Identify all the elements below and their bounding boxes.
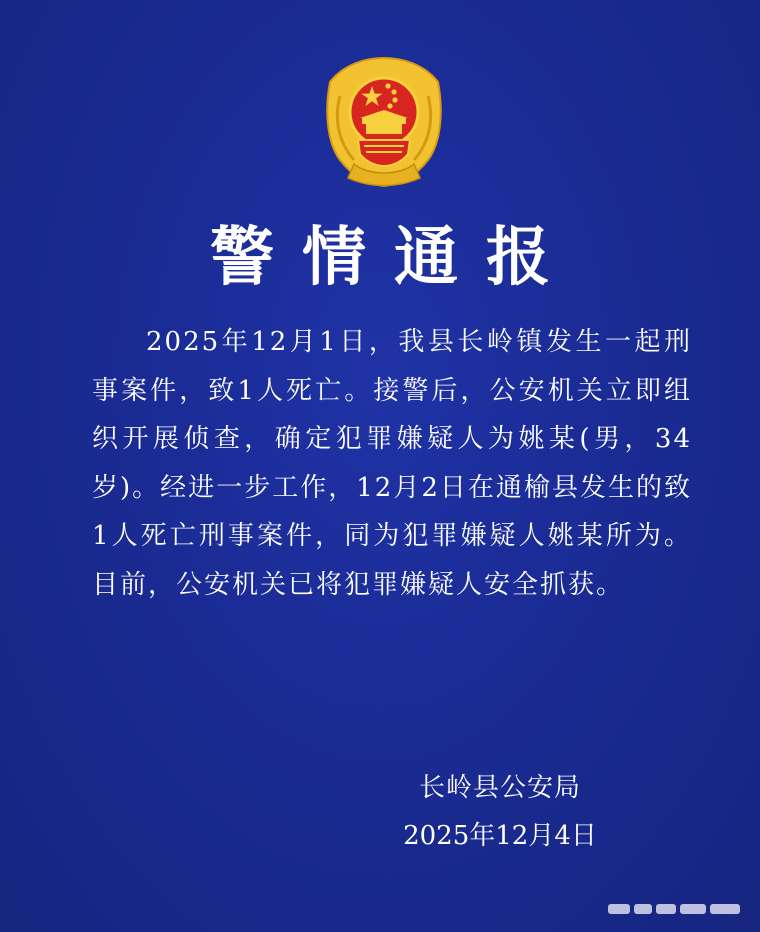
page-title: 警情通报 [210,221,578,295]
police-emblem-icon [320,56,448,188]
platform-watermark [608,898,748,920]
issuer-signature: 长岭县公安局 [418,773,581,803]
issue-date: 2025年12月4日 [403,821,597,851]
notice-body: 2025年12月1日，我县长岭镇发生一起刑事案件，致1人死亡。接警后，公安机关立即组织开展侦查，确定犯罪嫌疑人为姚某(男，34岁)。经进一步工作，12月2日在通榆县发生的致1人死亡刑事案件，同为犯罪嫌疑人姚某所为。目前，公安机关已将犯罪嫌疑人安全抓获。 [92,327,692,600]
